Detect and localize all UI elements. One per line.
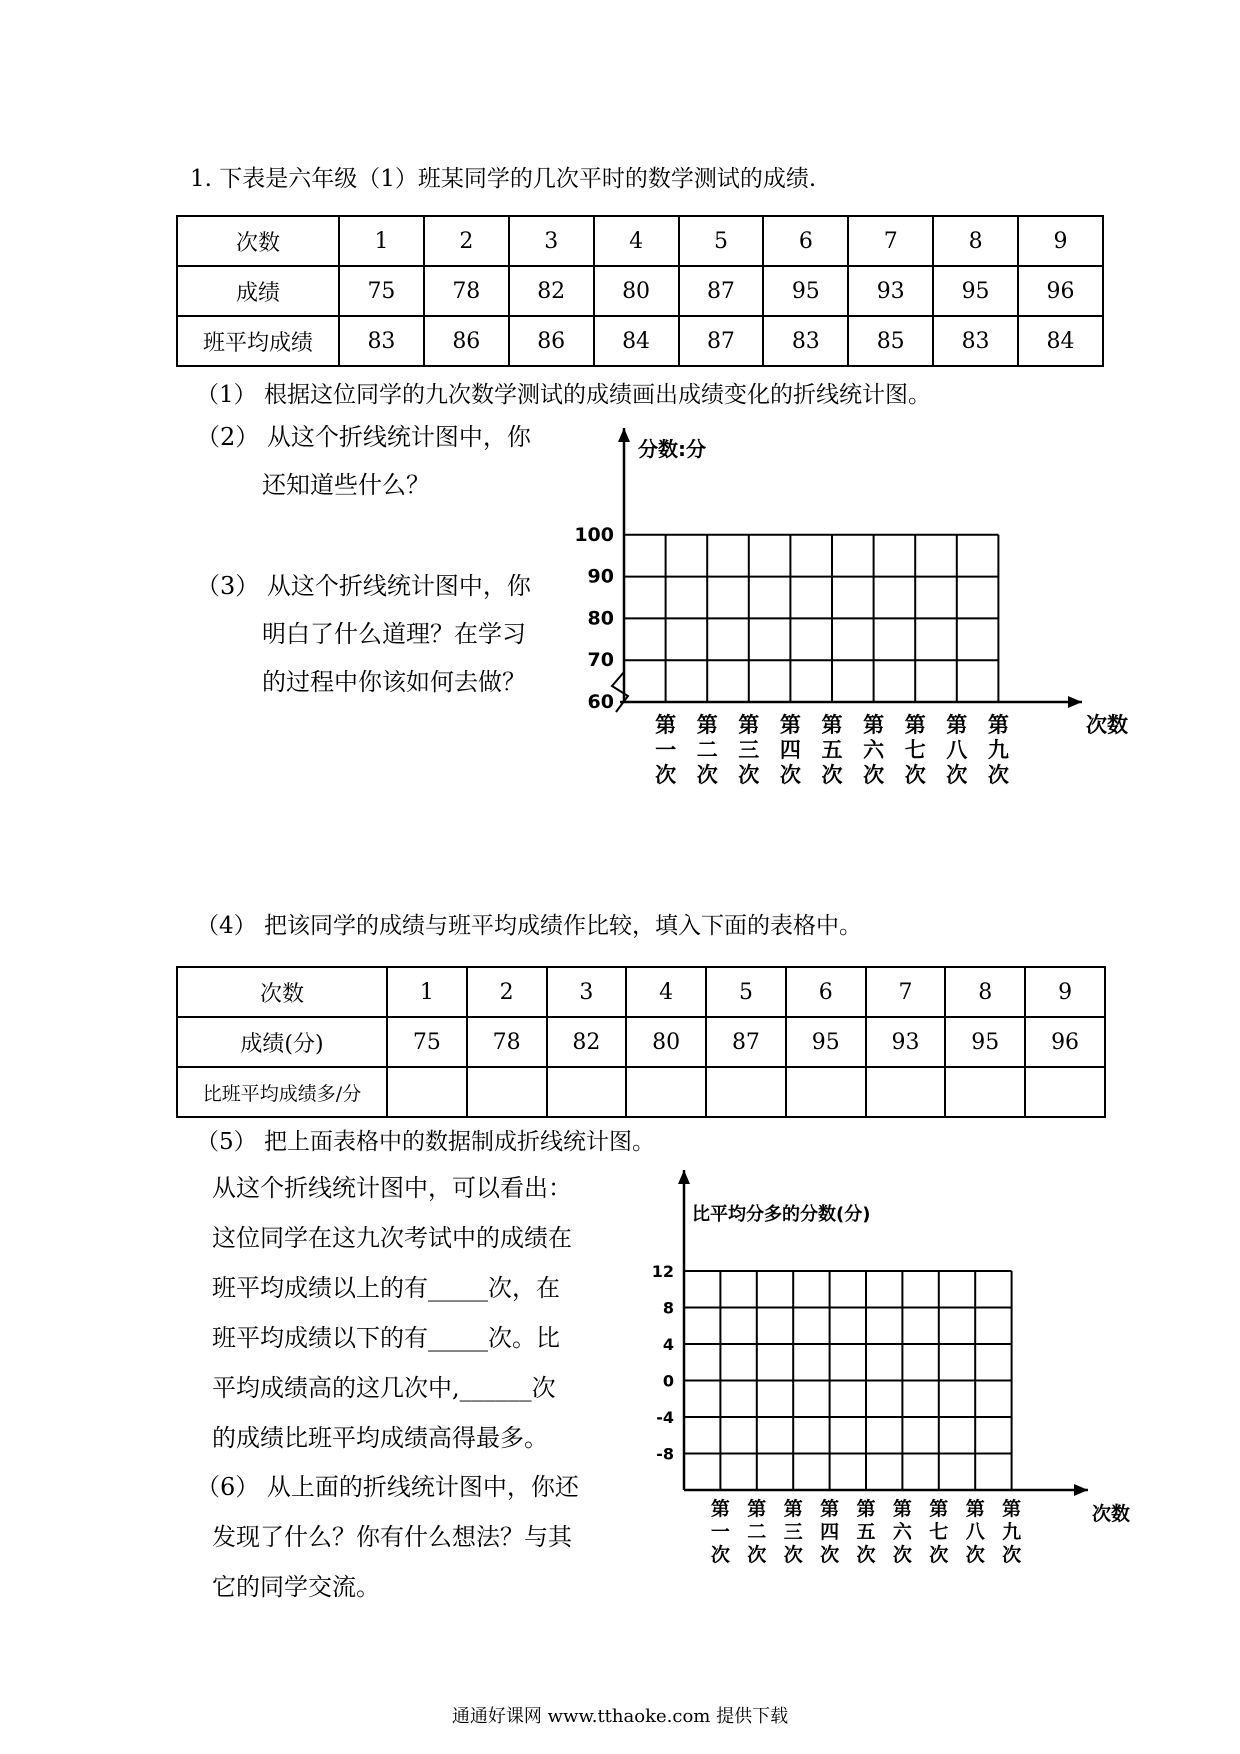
y-axis-arrow [678, 1170, 690, 1184]
x-category-label: 第八次 [946, 713, 968, 787]
x-category-label: 第二次 [747, 1498, 767, 1566]
table-cell: 95 [933, 266, 1018, 316]
question-3 [196, 562, 531, 706]
table-cell: 5 [679, 216, 764, 266]
table-cell: 75 [387, 1017, 467, 1067]
x-category-label: 第九次 [1002, 1498, 1022, 1566]
y-axis-arrow [618, 428, 630, 442]
question-5-text [212, 1163, 572, 1463]
table-cell: 87 [679, 316, 764, 366]
question-3-line: 的过程中你该如何去做？ [262, 668, 526, 696]
x-category-label: 第二次 [696, 713, 718, 787]
table-cell: 83 [339, 316, 424, 366]
table-cell: 2 [424, 216, 509, 266]
question-6 [196, 1462, 579, 1612]
question-1: （1） 根据这位同学的九次数学测试的成绩画出成绩变化的折线统计图。 [196, 382, 931, 408]
table-cell: 83 [763, 316, 848, 366]
x-category-label: 第一次 [655, 713, 677, 787]
table-cell: 96 [1025, 1017, 1105, 1067]
table-cell[interactable] [1025, 1067, 1105, 1117]
table-cell[interactable] [706, 1067, 786, 1117]
x-axis-arrow [1068, 696, 1082, 708]
y-tick-label: 60 [587, 691, 614, 713]
y-tick-label: -4 [656, 1408, 674, 1427]
table-cell: 87 [706, 1017, 786, 1067]
x-category-label: 第六次 [863, 713, 885, 787]
table-cell: 95 [945, 1017, 1025, 1067]
y-tick-label: 0 [662, 1371, 674, 1391]
y-tick-label: 80 [587, 607, 614, 630]
table-cell: 82 [547, 1017, 627, 1067]
table-cell[interactable] [547, 1067, 627, 1117]
y-tick-label: 8 [662, 1298, 674, 1318]
table-row [177, 216, 1103, 266]
table-cell: 75 [339, 266, 424, 316]
table-cell: 95 [763, 266, 848, 316]
comparison-table [176, 966, 1106, 1118]
table-cell: 78 [467, 1017, 547, 1067]
row-header: 次数 [177, 216, 339, 266]
y-tick-label: 12 [651, 1262, 674, 1281]
table-cell: 3 [509, 216, 594, 266]
question-3-line: （3） 从这个折线统计图中，你 [196, 572, 531, 600]
row-header: 成绩 [177, 266, 339, 316]
x-category-label: 第七次 [929, 1498, 949, 1566]
y-tick-label: 70 [587, 649, 614, 672]
table-cell: 5 [706, 967, 786, 1017]
question-4: （4） 把该同学的成绩与班平均成绩作比较，填入下面的表格中。 [196, 913, 862, 939]
table-cell: 3 [547, 967, 627, 1017]
y-tick-label: 90 [587, 565, 614, 588]
row-header: 班平均成绩 [177, 316, 339, 366]
table-cell: 1 [339, 216, 424, 266]
table-cell: 85 [848, 316, 933, 366]
row-header: 次数 [177, 967, 387, 1017]
table-cell: 6 [786, 967, 866, 1017]
table-cell: 83 [933, 316, 1018, 366]
table-cell[interactable] [866, 1067, 946, 1117]
difference-line-chart [640, 1160, 1131, 1580]
question-5-line: 从这个折线统计图中，可以看出： [212, 1174, 572, 1202]
table-cell: 93 [866, 1017, 946, 1067]
table-cell: 87 [679, 266, 764, 316]
x-axis-arrow [1074, 1484, 1088, 1496]
table-row [177, 1017, 1105, 1067]
question-2 [196, 413, 531, 509]
question-2-line: 还知道些什么？ [262, 471, 430, 499]
table-cell: 6 [763, 216, 848, 266]
table-cell: 2 [467, 967, 547, 1017]
table-cell: 9 [1025, 967, 1105, 1017]
table-cell: 80 [626, 1017, 706, 1067]
scores-table [176, 215, 1104, 367]
y-axis-label: 分数:分 [638, 437, 706, 461]
y-tick-label: 100 [574, 523, 614, 546]
table-cell: 96 [1018, 266, 1103, 316]
table-cell: 4 [626, 967, 706, 1017]
table-cell: 86 [509, 316, 594, 366]
x-category-label: 第八次 [965, 1498, 985, 1566]
x-category-label: 第四次 [779, 713, 801, 787]
row-header: 成绩(分) [177, 1017, 387, 1067]
y-axis-label: 比平均分多的分数(分) [692, 1204, 871, 1225]
y-tick-label: 4 [662, 1335, 674, 1354]
table-cell: 9 [1018, 216, 1103, 266]
axis-break-mark [612, 672, 628, 712]
question-6-line: 发现了什么？你有什么想法？与其 [212, 1523, 572, 1551]
question-5: （5） 把上面表格中的数据制成折线统计图。 [196, 1129, 655, 1155]
problem-title: 1. 下表是六年级（1）班某同学的几次平时的数学测试的成绩. [190, 166, 817, 192]
table-cell[interactable] [467, 1067, 547, 1117]
table-cell[interactable] [945, 1067, 1025, 1117]
x-axis-label: 次数 [1092, 1503, 1131, 1525]
x-category-label: 第三次 [783, 1498, 803, 1566]
row-header: 比班平均成绩多/分 [177, 1067, 387, 1117]
table-cell: 7 [866, 967, 946, 1017]
x-axis-label: 次数 [1086, 713, 1128, 737]
question-2-line: （2） 从这个折线统计图中，你 [196, 423, 531, 451]
x-category-label: 第四次 [820, 1498, 840, 1566]
x-category-label: 第九次 [987, 713, 1009, 787]
table-cell: 80 [594, 266, 679, 316]
question-5-line: 的成绩比班平均成绩高得最多。 [212, 1424, 548, 1452]
x-category-label: 第五次 [856, 1498, 876, 1566]
footer-credit: 通通好课网 www.tthaoke.com 提供下载 [451, 1706, 789, 1727]
x-category-label: 第七次 [904, 713, 926, 787]
table-row [177, 316, 1103, 366]
table-row [177, 1067, 1105, 1117]
question-5-line: 平均成绩高的这几次中,______次 [212, 1374, 556, 1402]
x-category-label: 第五次 [821, 713, 843, 787]
table-cell: 84 [1018, 316, 1103, 366]
table-cell: 78 [424, 266, 509, 316]
table-cell[interactable] [786, 1067, 866, 1117]
y-tick-label: -8 [656, 1444, 674, 1464]
table-cell: 8 [933, 216, 1018, 266]
table-cell: 82 [509, 266, 594, 316]
question-5-line: 班平均成绩以下的有_____次。比 [212, 1324, 560, 1352]
table-cell: 93 [848, 266, 933, 316]
table-cell: 4 [594, 216, 679, 266]
x-category-label: 第一次 [710, 1498, 730, 1566]
x-category-label: 第三次 [738, 713, 760, 787]
table-cell: 86 [424, 316, 509, 366]
table-cell: 84 [594, 316, 679, 366]
question-3-line: 明白了什么道理？在学习 [262, 620, 526, 648]
table-row [177, 266, 1103, 316]
table-cell[interactable] [387, 1067, 467, 1117]
table-cell: 95 [786, 1017, 866, 1067]
table-row [177, 967, 1105, 1017]
question-6-line: 它的同学交流。 [212, 1573, 380, 1601]
question-5-line: 这位同学在这九次考试中的成绩在 [212, 1224, 572, 1252]
question-6-line: （6） 从上面的折线统计图中，你还 [196, 1473, 579, 1501]
x-category-label: 第六次 [892, 1498, 912, 1566]
table-cell: 7 [848, 216, 933, 266]
table-cell[interactable] [626, 1067, 706, 1117]
question-5-line: 班平均成绩以上的有_____次，在 [212, 1274, 560, 1302]
score-line-chart [560, 410, 1128, 790]
table-cell: 8 [945, 967, 1025, 1017]
table-cell: 1 [387, 967, 467, 1017]
